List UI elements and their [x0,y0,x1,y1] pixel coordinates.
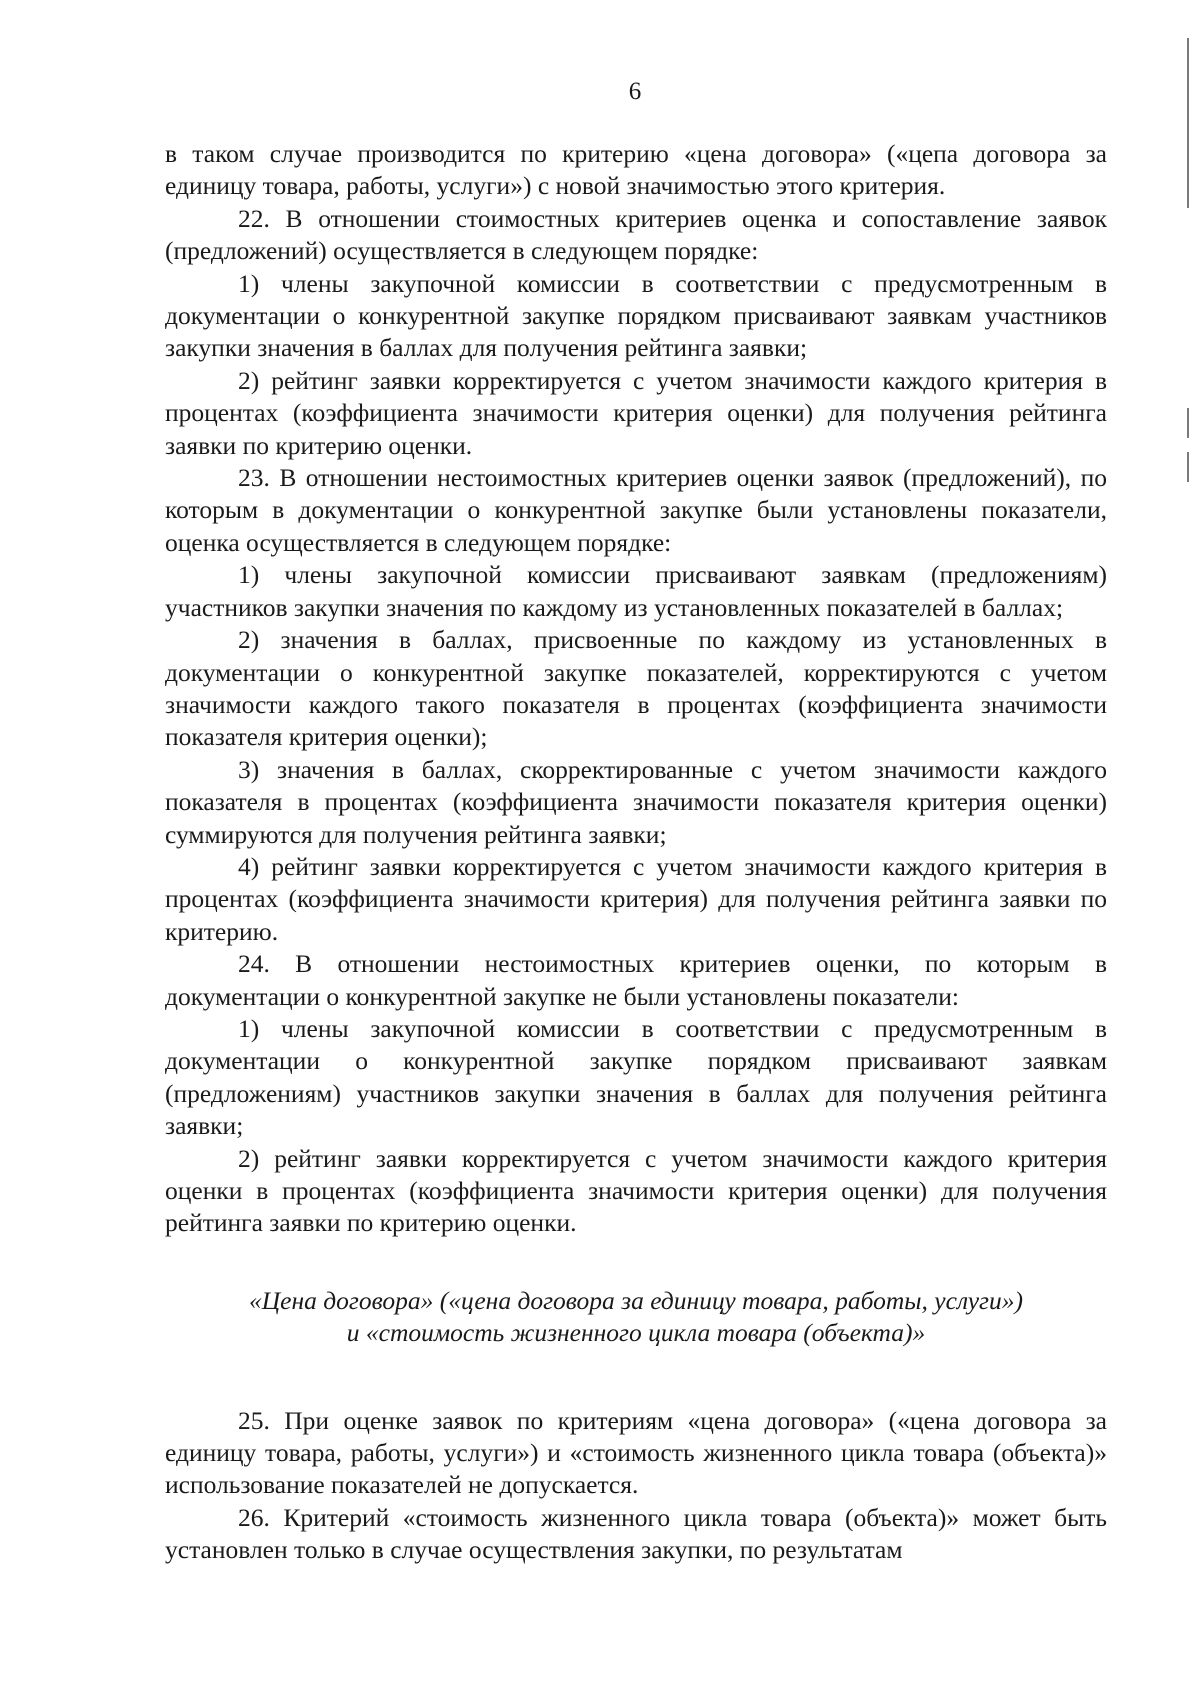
paragraph: 22. В отношении стоимостных критериев оценка и сопоставление заявок (предложений) осуществляется в следующем порядке: [165,203,1107,266]
paragraph: 1) члены закупочной комиссии в соответствии с предусмотренным в документации о конкурентной закупке порядком присваивают заявкам (предложениям) участников закупки значения в баллах для получения рейтинга заявки; [165,1013,1107,1141]
section-heading-line-1: «Цена договора» («цена договора за единицу товара, работы, услуги») [249,1285,1023,1315]
paragraph: 25. При оценке заявок по критериям «цена договора» («цена договора за единицу товара, работы, услуги») и «стоимость жизненного цикла товара (объекта)» использование показателей не допускается. [165,1405,1107,1500]
paragraph: 23. В отношении нестоимостных критериев оценки заявок (предложений), по которым в документации о конкурентной закупке были установлены показатели, оценка осуществляется в следующем порядке: [165,463,1107,557]
scan-edge-line [1187,452,1189,482]
section-heading-line-2: и «стоимость жизненного цикла товара (объекта)» [346,1318,926,1348]
paragraph: 1) члены закупочной комиссии в соответствии с предусмотренным в документации о конкурентной закупке порядком присваивают заявкам участников закупки значения в баллах для получения рейтинга заявки; [165,268,1107,363]
paragraph: 2) рейтинг заявки корректируется с учетом значимости каждого критерия оценки в процентах (коэффициента значимости критерия оценки) для получения рейтинга заявки по критерию оценки. [165,1143,1107,1238]
paragraphs-after-heading [165,1405,1107,1567]
paragraph: 2) рейтинг заявки корректируется с учетом значимости каждого критерия в процентах (коэффициента значимости критерия оценки) для получения рейтинга заявки по критерию оценки. [165,365,1107,460]
paragraph: 1) члены закупочной комиссии присваивают заявкам (предложениям) участников закупки значения по каждому из установленных показателей в баллах; [165,560,1107,622]
paragraphs-before-heading [165,138,1107,1240]
paragraph: 2) значения в баллах, присвоенные по каждому из установленных в документации о конкурентной закупке показателей, корректируются с учетом значимости каждого такого показателя в процентах (коэффициента значимости показателя критерия оценки); [165,625,1107,752]
paragraph: 26. Критерий «стоимость жизненного цикла товара (объекта)» может быть установлен только в случае осуществления закупки, по результатам [165,1502,1107,1565]
paragraph: 3) значения в баллах, скорректированные с учетом значимости каждого показателя в процентах (коэффициента значимости показателя критерия оценки) суммируются для получения рейтинга заявки; [165,754,1107,849]
section-heading [165,1285,1107,1350]
paragraph: 4) рейтинг заявки корректируется с учетом значимости каждого критерия в процентах (коэффициента значимости критерия) для получения рейтинга заявки по критерию. [165,851,1107,946]
document-body [165,138,1107,1567]
paragraph: 24. В отношении нестоимостных критериев оценки, по которым в документации о конкурентной закупке не были установлены показатели: [165,949,1107,1011]
page-number: 6 [628,78,642,105]
paragraph: в таком случае производится по критерию «цена договора» («цепа договора за единицу товара, работы, услуги») с новой значимостью этого критерия. [165,139,1107,201]
scan-edge-line [1187,408,1189,438]
scan-edge-line [1187,38,1189,208]
